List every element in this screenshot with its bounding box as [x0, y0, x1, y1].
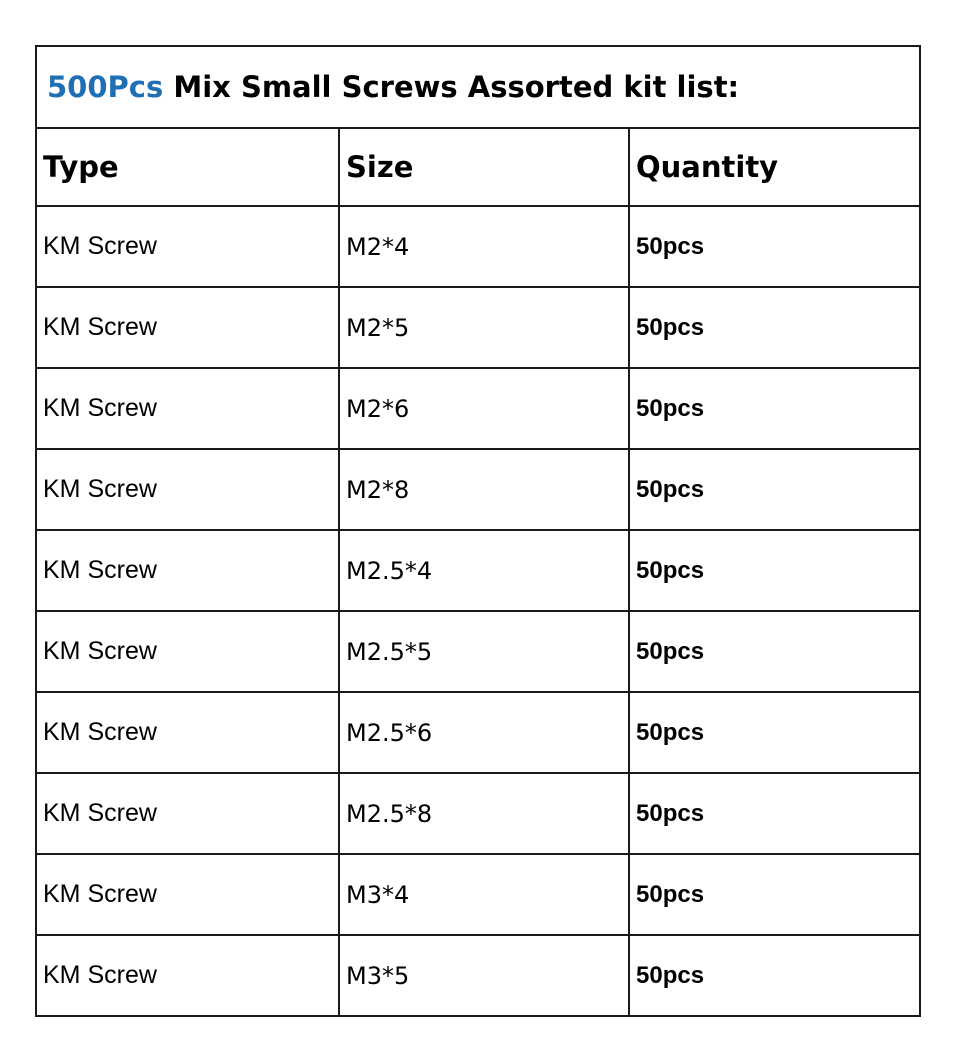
type-cell: KM Screw: [36, 368, 339, 449]
quantity-cell: 50pcs: [629, 206, 920, 287]
quantity-cell: 50pcs: [629, 935, 920, 1016]
quantity-cell: 50pcs: [629, 530, 920, 611]
header-row: [36, 128, 920, 206]
table-row: [36, 530, 920, 611]
table-row: [36, 287, 920, 368]
type-cell: KM Screw: [36, 206, 339, 287]
type-cell: KM Screw: [36, 773, 339, 854]
size-cell: M2*6: [339, 368, 629, 449]
table-row: [36, 692, 920, 773]
title-accent: 500Pcs: [47, 70, 164, 104]
size-cell: M2.5*6: [339, 692, 629, 773]
size-cell: M2.5*5: [339, 611, 629, 692]
quantity-cell: 50pcs: [629, 692, 920, 773]
type-cell: KM Screw: [36, 692, 339, 773]
kit-list-body: [36, 46, 920, 1016]
title-row: [36, 46, 920, 128]
type-cell: KM Screw: [36, 530, 339, 611]
type-cell: KM Screw: [36, 287, 339, 368]
title-text: Mix Small Screws Assorted kit list:: [163, 70, 740, 104]
table-row: [36, 449, 920, 530]
type-cell: KM Screw: [36, 449, 339, 530]
kit-list-table: [35, 45, 921, 1017]
quantity-cell: 50pcs: [629, 287, 920, 368]
size-cell: M2.5*4: [339, 530, 629, 611]
type-cell: KM Screw: [36, 854, 339, 935]
table-row: [36, 611, 920, 692]
type-cell: KM Screw: [36, 611, 339, 692]
quantity-cell: 50pcs: [629, 854, 920, 935]
type-cell: KM Screw: [36, 935, 339, 1016]
quantity-cell: 50pcs: [629, 368, 920, 449]
size-cell: M2.5*8: [339, 773, 629, 854]
table-row: [36, 935, 920, 1016]
table-row: [36, 368, 920, 449]
header-size: Size: [339, 128, 629, 206]
table-row: [36, 206, 920, 287]
size-cell: M3*4: [339, 854, 629, 935]
size-cell: M2*5: [339, 287, 629, 368]
table-row: [36, 773, 920, 854]
quantity-cell: 50pcs: [629, 773, 920, 854]
quantity-cell: 50pcs: [629, 611, 920, 692]
header-type: Type: [36, 128, 339, 206]
header-quantity: Quantity: [629, 128, 920, 206]
quantity-cell: 50pcs: [629, 449, 920, 530]
size-cell: M2*8: [339, 449, 629, 530]
kit-list-title: [36, 46, 920, 128]
size-cell: M2*4: [339, 206, 629, 287]
table-row: [36, 854, 920, 935]
size-cell: M3*5: [339, 935, 629, 1016]
